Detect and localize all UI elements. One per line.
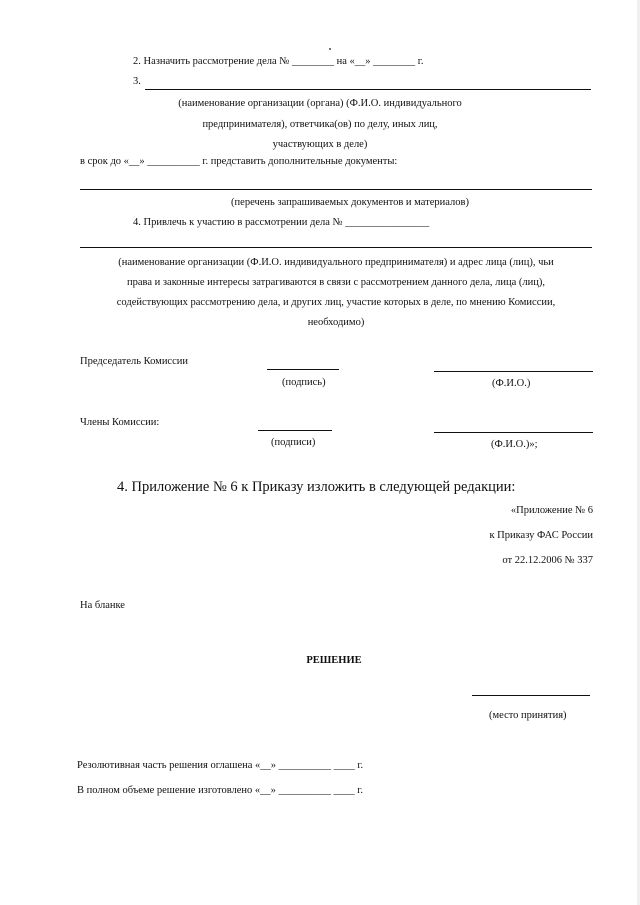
place-caption: (место принятия)	[489, 710, 567, 721]
members-name-caption: (Ф.И.О.)»;	[491, 439, 538, 450]
section4-caption-2: права и законные интересы затрагиваются в связи с рассмотрением данного дела, лица (лиц),	[127, 277, 545, 288]
decision-title: РЕШЕНИЕ	[306, 655, 362, 666]
section3-caption-3: участвующих в деле)	[272, 139, 368, 150]
appendix-line-2: к Приказу ФАС России	[489, 530, 593, 541]
section4-caption-4: необходимо)	[307, 317, 365, 328]
section2-line: 2. Назначить рассмотрение дела № ________ на «__» ________ г.	[133, 56, 424, 67]
letterhead-note: На бланке	[80, 600, 125, 611]
section3-caption-2: предпринимателя), ответчика(ов) по делу, иных лиц,	[202, 119, 438, 130]
section4-fill-line	[80, 247, 592, 248]
announced-line: Резолютивная часть решения оглашена «__» __________ ____ г.	[77, 760, 364, 771]
full-text-line: В полном объеме решение изготовлено «__» __________ ____ г.	[77, 785, 364, 796]
order-item4-title: 4. Приложение № 6 к Приказу изложить в следующей редакции:	[117, 479, 516, 495]
section3-fill-line	[145, 89, 591, 90]
chair-name-line	[434, 371, 593, 372]
members-sign-caption: (подписи)	[271, 437, 316, 448]
appendix-line-3: от 22.12.2006 № 337	[502, 555, 593, 566]
chair-name-caption: (Ф.И.О.)	[492, 378, 531, 389]
section3-deadline: в срок до «__» __________ г. представить дополнительные документы:	[80, 156, 398, 167]
section3-docs-fill-line	[80, 189, 592, 190]
members-name-line	[434, 432, 593, 433]
chair-sign-line	[267, 369, 339, 370]
section4-line: 4. Привлечь к участию в рассмотрении дела № ________________	[133, 217, 430, 228]
section3-number: 3.	[133, 76, 141, 87]
section4-caption-1: (наименование организации (Ф.И.О. индивидуального предпринимателя) и адрес лица (лиц), чьи	[118, 257, 554, 268]
members-sign-line	[258, 430, 332, 431]
chair-sign-caption: (подпись)	[282, 377, 326, 388]
section3-caption-1: (наименование организации (органа) (Ф.И.О. индивидуального	[178, 98, 462, 109]
chair-label: Председатель Комиссии	[80, 356, 188, 367]
section4-caption-3: содействующих рассмотрению дела, и других лиц, участие которых в деле, по мнению Комиссии,	[116, 297, 556, 308]
place-fill-line	[472, 695, 590, 696]
members-label: Члены Комиссии:	[80, 417, 160, 428]
section3-docs-caption: (перечень запрашиваемых документов и материалов)	[231, 197, 469, 208]
scan-speck	[329, 48, 331, 50]
appendix-line-1: «Приложение № 6	[510, 505, 593, 516]
